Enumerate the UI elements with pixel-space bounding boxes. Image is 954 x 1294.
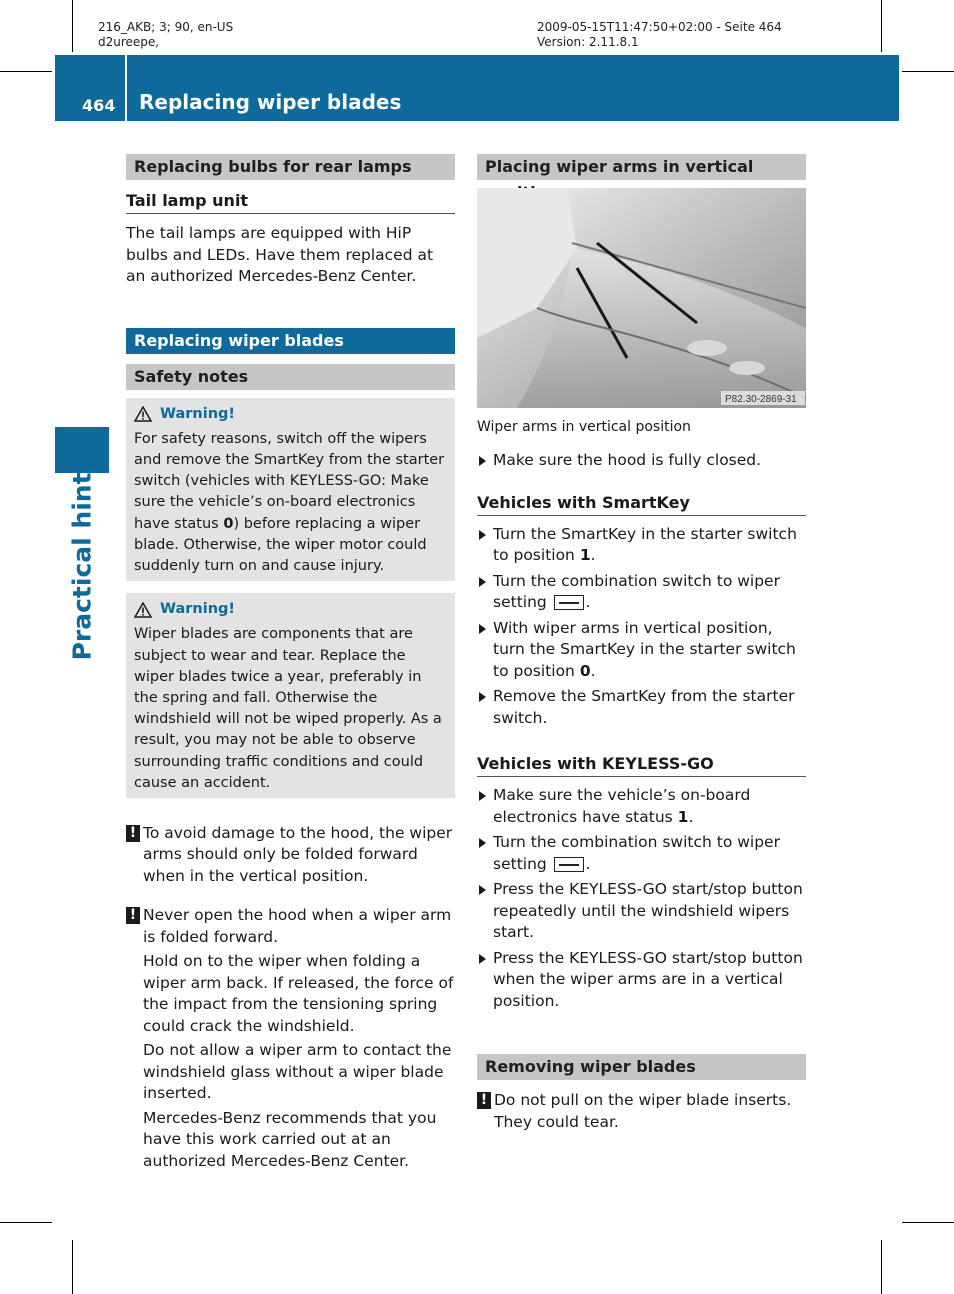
caution-note: ! To avoid damage to the hood, the wiper arms should only be folded forward when in the vertical position.: [126, 823, 455, 888]
warning-title: Warning!: [160, 405, 236, 422]
instruction-step: Make sure the hood is fully closed.: [477, 450, 806, 472]
subheading: Vehicles with KEYLESS-GO: [477, 754, 806, 777]
exclamation-icon: !: [126, 825, 140, 842]
section-heading: Removing wiper blades: [477, 1054, 806, 1080]
warning-box: [126, 398, 455, 582]
instruction-step: Turn the combination switch to wiper setting .: [477, 571, 806, 614]
left-column: [126, 154, 455, 1172]
note-paragraph: Hold on to the wiper when folding a wiper arm back. If released, the force of the impact from the tensioning spring could crack the windshield.: [143, 952, 454, 1035]
instruction-step: Make sure the vehicle’s on-board electronics have status 1.: [477, 785, 806, 828]
warning-title: Warning!: [160, 601, 236, 618]
car-windshield-illustration: [477, 188, 806, 408]
header-separator: [125, 55, 127, 121]
wiper-setting-icon: [554, 595, 584, 610]
exclamation-icon: !: [477, 1092, 491, 1109]
section-heading: Replacing bulbs for rear lamps: [126, 154, 455, 180]
warning-header: [134, 599, 447, 620]
crop-mark: [881, 1240, 882, 1294]
warning-triangle-icon: [134, 406, 152, 422]
section-heading: Safety notes: [126, 364, 455, 390]
crop-mark: [902, 1222, 954, 1223]
note-paragraph: Mercedes-Benz recommends that you have this work carried out at an authorized Mercedes-Benz Center.: [143, 1108, 437, 1170]
section-heading: Placing wiper arms in vertical: [477, 154, 806, 180]
photo-code: P82.30-2869-31: [725, 394, 797, 405]
page-number: 464: [82, 96, 116, 115]
subheading: Vehicles with SmartKey: [477, 493, 806, 516]
side-tab: [55, 457, 109, 661]
note-paragraph: Do not allow a wiper arm to contact the windshield glass without a wiper blade inserted.: [143, 1041, 452, 1103]
warning-text: For safety reasons, switch off the wipers and remove the SmartKey from the starter switch (vehicles with KEYLESS-GO: Make sure the vehicle’s on-board electronics have status 0) before replacing a wiper blade. Otherwise, the wiper motor could suddenly turn on and cause injury.: [134, 430, 445, 574]
crop-mark: [72, 0, 73, 52]
instruction-step: Press the KEYLESS-GO start/stop button when the wiper arms are in a vertical position.: [477, 948, 806, 1013]
instruction-step: With wiper arms in vertical position, turn the SmartKey in the starter switch to position 0.: [477, 618, 806, 683]
figure-caption: Wiper arms in vertical position: [477, 419, 691, 435]
instruction-step: Press the KEYLESS-GO start/stop button repeatedly until the windshield wipers start.: [477, 879, 806, 944]
warning-text: Wiper blades are components that are subject to wear and tear. Replace the wiper blades twice a year, preferably in the spring and fall. Otherwise the windshield will not be wiped properly. As a result, you may not be able to observe surrounding traffic conditions and could cause an accident.: [134, 626, 442, 791]
side-tab-label: Practical hints: [67, 457, 97, 661]
right-column: [477, 154, 806, 1133]
instruction-step: Turn the combination switch to wiper setting .: [477, 832, 806, 875]
crop-mark: [902, 71, 954, 72]
subheading: Tail lamp unit: [126, 191, 455, 214]
instruction-step: Turn the SmartKey in the starter switch to position 1.: [477, 524, 806, 567]
warning-triangle-icon: [134, 602, 152, 618]
crop-mark: [881, 0, 882, 52]
print-meta-left: 216_AKB; 3; 90, en-US d2ureepe,: [98, 20, 234, 49]
caution-note: ! Never open the hood when a wiper arm is folded forward.: [126, 905, 455, 948]
paragraph: The tail lamps are equipped with HiP bulbs and LEDs. Have them replaced at an authorized Mercedes-Benz Center.: [126, 224, 434, 285]
exclamation-icon: !: [126, 907, 140, 924]
crop-mark: [0, 1222, 52, 1223]
warning-box: [126, 593, 455, 798]
page-title: Replacing wiper blades: [139, 90, 402, 114]
section-heading-blue: Replacing wiper blades: [126, 328, 455, 354]
wiper-setting-icon: [554, 857, 584, 872]
warning-header: [134, 404, 447, 425]
instruction-step: Remove the SmartKey from the starter switch.: [477, 686, 806, 729]
print-meta-right: 2009-05-15T11:47:50+02:00 - Seite 464 Version: 2.11.8.1: [537, 20, 782, 49]
caution-note: ! Do not pull on the wiper blade inserts. They could tear.: [477, 1090, 806, 1133]
crop-mark: [0, 71, 52, 72]
wiper-arms-photo: [477, 188, 806, 408]
crop-mark: [72, 1240, 73, 1294]
